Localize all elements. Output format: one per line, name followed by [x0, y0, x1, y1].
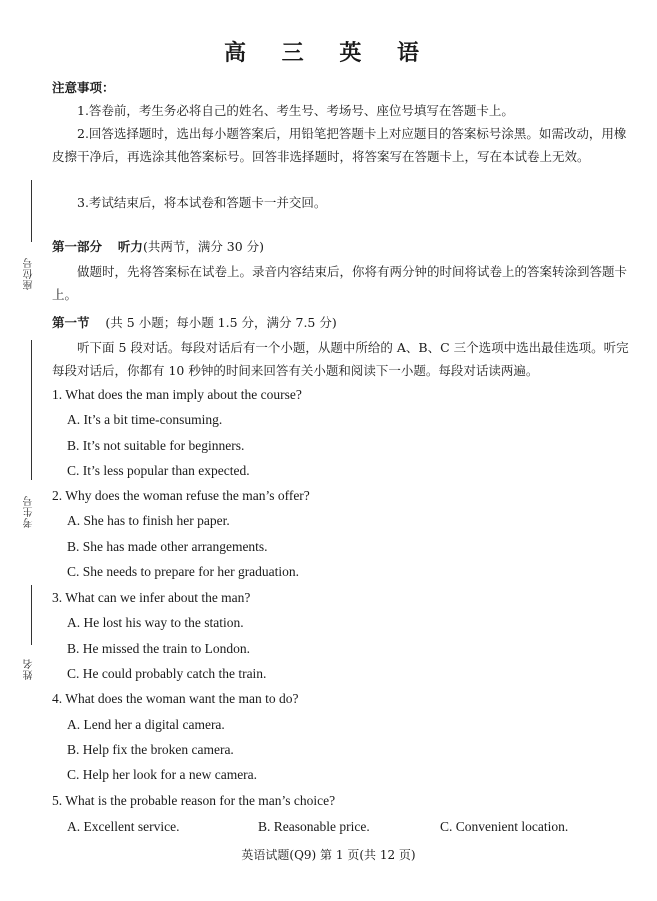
question-2-option-c: C. She needs to prepare for her graduation.: [67, 564, 300, 579]
question-3-option-b: B. He missed the train to London.: [67, 641, 250, 656]
question-1-option-c: C. It’s less popular than expected.: [67, 463, 250, 478]
question-3-option-c: C. He could probably catch the train.: [67, 666, 267, 681]
question-3-stem: 3. What can we infer about the man?: [52, 590, 251, 605]
question-1-option-a: A. It’s a bit time-consuming.: [67, 412, 223, 427]
name-line: [31, 585, 32, 645]
name-label: 姓名: [24, 658, 35, 680]
part1-instruction: 做题时，先将答案标在试卷上。录音内容结束后，你将有两分钟的时间将试卷上的答案转涂到答题卡上。: [52, 264, 628, 302]
exam-no-label: 考生号: [24, 495, 35, 528]
section1-heading: 第一节: [52, 315, 90, 330]
question-4-option-b: B. Help fix the broken camera.: [67, 742, 234, 757]
question-5-option-c: C. Convenient location.: [440, 819, 569, 834]
part1-header: [52, 235, 264, 258]
section1-header: [52, 311, 337, 334]
question-5-option-b: B. Reasonable price.: [258, 819, 370, 834]
page-footer: 英语试题(Q9) 第 1 页(共 12 页): [241, 848, 416, 862]
question-4-option-a: A. Lend her a digital camera.: [67, 717, 225, 732]
section1-instruction: 听下面 5 段对话。每段对话后有一个小题，从题中所给的 A、B、C 三个选项中选出最佳选项。听完每段对话后，你都有 10 秒钟的时间来回答有关小题和阅读下一小题。每段对话读两遍。: [52, 340, 629, 378]
question-4-option-c: C. Help her look for a new camera.: [67, 767, 258, 782]
question-1-option-b: B. It’s not suitable for beginners.: [67, 438, 245, 453]
question-4-stem: 4. What does the woman want the man to do?: [52, 691, 299, 706]
exam-no-line: [31, 340, 32, 480]
part1-note: (共两节，满分 30 分): [142, 239, 265, 254]
notice-heading: 注意事项：: [52, 80, 115, 95]
question-2-option-b: B. She has made other arrangements.: [67, 539, 268, 554]
page-title: 高 三 英 语: [224, 41, 433, 66]
notice-item-2: 2.回答选择题时，选出每小题答案后，用铅笔把答题卡上对应题目的答案标号涂黑。如需改动，用橡皮擦干净后，再选涂其他答案标号。回答非选择题时，将答案写在答题卡上，写在本试卷上无效。: [52, 126, 627, 164]
seat-line: [31, 180, 32, 242]
part1-title: 听力: [117, 239, 143, 254]
notice-item-1: 1.答卷前，考生务必将自己的姓名、考生号、考场号、座位号填写在答题卡上。: [77, 103, 514, 118]
question-5-stem: 5. What is the probable reason for the man’s choice?: [52, 793, 336, 808]
question-2-stem: 2. Why does the woman refuse the man’s offer?: [52, 488, 310, 503]
question-2-option-a: A. She has to finish her paper.: [67, 513, 230, 528]
part1-heading: 第一部分: [52, 239, 103, 254]
notice-item-3: 3.考试结束后，将本试卷和答题卡一并交回。: [77, 195, 327, 210]
question-5-option-a: A. Excellent service.: [67, 819, 180, 834]
question-1-stem: 1. What does the man imply about the course?: [52, 387, 302, 402]
question-3-option-a: A. He lost his way to the station.: [67, 615, 244, 630]
section1-note: (共 5 小题；每小题 1.5 分，满分 7.5 分): [105, 315, 337, 330]
seat-label: 座位号: [24, 257, 35, 290]
